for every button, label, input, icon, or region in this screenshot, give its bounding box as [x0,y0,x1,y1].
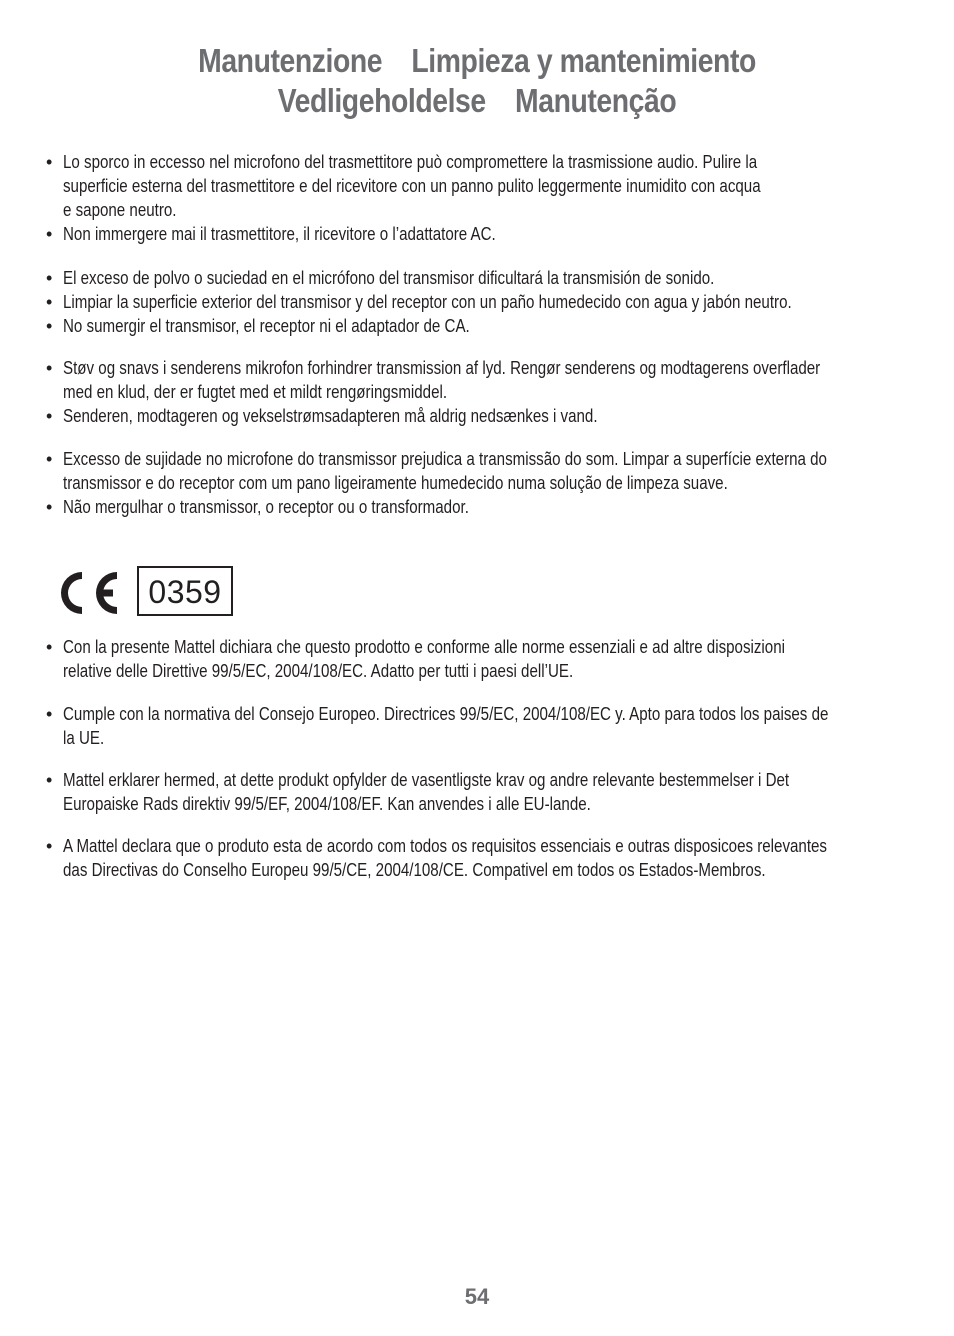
line: relative delle Direttive 99/5/EC, 2004/108/EC. Adatto per tutti i paesi dell’UE. [63,661,574,681]
compliance-danish [46,768,916,816]
line: El exceso de polvo o suciedad en el micrófono del transmisor dificultará la transmisión de sonido. [63,268,715,288]
section-spanish [46,266,916,338]
compliance-portuguese [46,834,916,882]
list-item [46,447,916,495]
list-item [46,495,916,519]
item-text [63,447,827,495]
line: No sumergir el transmisor, el receptor ni el adaptador de CA. [63,316,470,336]
item-text [63,635,785,683]
bullet: • [46,704,53,724]
list-item [46,290,916,314]
bullet: • [46,292,53,312]
item-text [63,702,828,750]
page-number: 54 [464,1284,490,1309]
bullet: • [46,497,53,517]
line: med en klud, der er fugtet med et mildt rengøringsmiddel. [63,382,448,402]
list-item [46,150,916,222]
line: Cumple con la normativa del Consejo Europeo. Directrices 99/5/EC, 2004/108/EC y. Apto para todos los paises de [63,704,829,724]
bullet: • [46,637,53,657]
line: das Directivas do Conselho Europeu 99/5/CE, 2004/108/CE. Compativel em todos os Estados-Membros. [63,860,766,880]
list-item [46,635,916,683]
bullet: • [46,316,53,336]
line: Limpiar la superficie exterior del transmisor y del receptor con un paño humedecido con agua y jabón neutro. [63,292,792,312]
list-item [46,266,916,290]
line: e sapone neutro. [63,200,177,220]
list-item [46,314,916,338]
line: Excesso de sujidade no microfone do transmissor prejudica a transmissão do som. Limpar a superfície externa do [63,449,827,469]
list-item [46,404,916,428]
line: Não mergulhar o transmissor, o receptor ou o transformador. [63,497,469,517]
bullet: • [46,836,53,856]
line: Con la presente Mattel dichiara che questo prodotto e conforme alle norme essenziali e ad altre disposizioni [63,637,785,657]
item-text [63,768,789,816]
line: transmissor e do receptor com um pano ligeiramente humedecido numa solução de limpeza suave. [63,473,728,493]
bullet: • [46,449,53,469]
list-item [46,702,916,750]
item-text [63,404,598,428]
item-text [63,290,792,314]
list-item [46,768,916,816]
list-item [46,356,916,404]
line: Mattel erklarer hermed, at dette produkt opfylder de vasentligste krav og andre relevante bestemmelser i Det [63,770,790,790]
bullet: • [46,268,53,288]
section-danish [46,356,916,428]
list-item [46,834,916,882]
line: Non immergere mai il trasmettitore, il ricevitore o l’adattatore AC. [63,224,496,244]
line: superficie esterna del trasmettitore e del ricevitore con un panno pulito leggermente inumidito con acqua [63,176,761,196]
bullet: • [46,224,53,244]
item-text [63,834,827,882]
item-text [63,314,470,338]
bullet: • [46,770,53,790]
bullet: • [46,406,53,426]
line: Senderen, modtageren og vekselstrømsadapteren må aldrig nedsænkes i vand. [63,406,598,426]
notified-body-number: 0359 [137,566,233,616]
title-italian: Manutenzione [198,42,383,79]
item-text [63,266,714,290]
page-title-line-2 [67,82,887,120]
title-portuguese: Manutenção [515,82,677,119]
compliance-italian [46,635,916,683]
title-spanish: Limpieza y mantenimiento [411,42,756,79]
list-item [46,222,916,246]
item-text [63,222,496,246]
bullet: • [46,358,53,378]
bullet: • [46,152,53,172]
item-text [63,150,761,222]
compliance-spanish [46,702,916,750]
line: Lo sporco in eccesso nel microfono del trasmettitore può compromettere la trasmissione audio. Pulire la [63,152,758,172]
line: la UE. [63,728,105,748]
line: A Mattel declara que o produto esta de acordo com todos os requisitos essenciais e outras disposicoes relevantes [63,836,828,856]
line: Støv og snavs i senderens mikrofon forhindrer transmission af lyd. Rengør senderens og modtagerens overflader [63,358,821,378]
section-portuguese [46,447,916,519]
ce-mark-icon [56,568,120,618]
item-text [63,495,469,519]
item-text [63,356,820,404]
title-danish: Vedligeholdelse [277,82,486,119]
page-title-line-1 [67,42,887,80]
line: Europaiske Rads direktiv 99/5/EF, 2004/108/EF. Kan anvendes i alle EU-lande. [63,794,591,814]
section-italian [46,150,916,246]
